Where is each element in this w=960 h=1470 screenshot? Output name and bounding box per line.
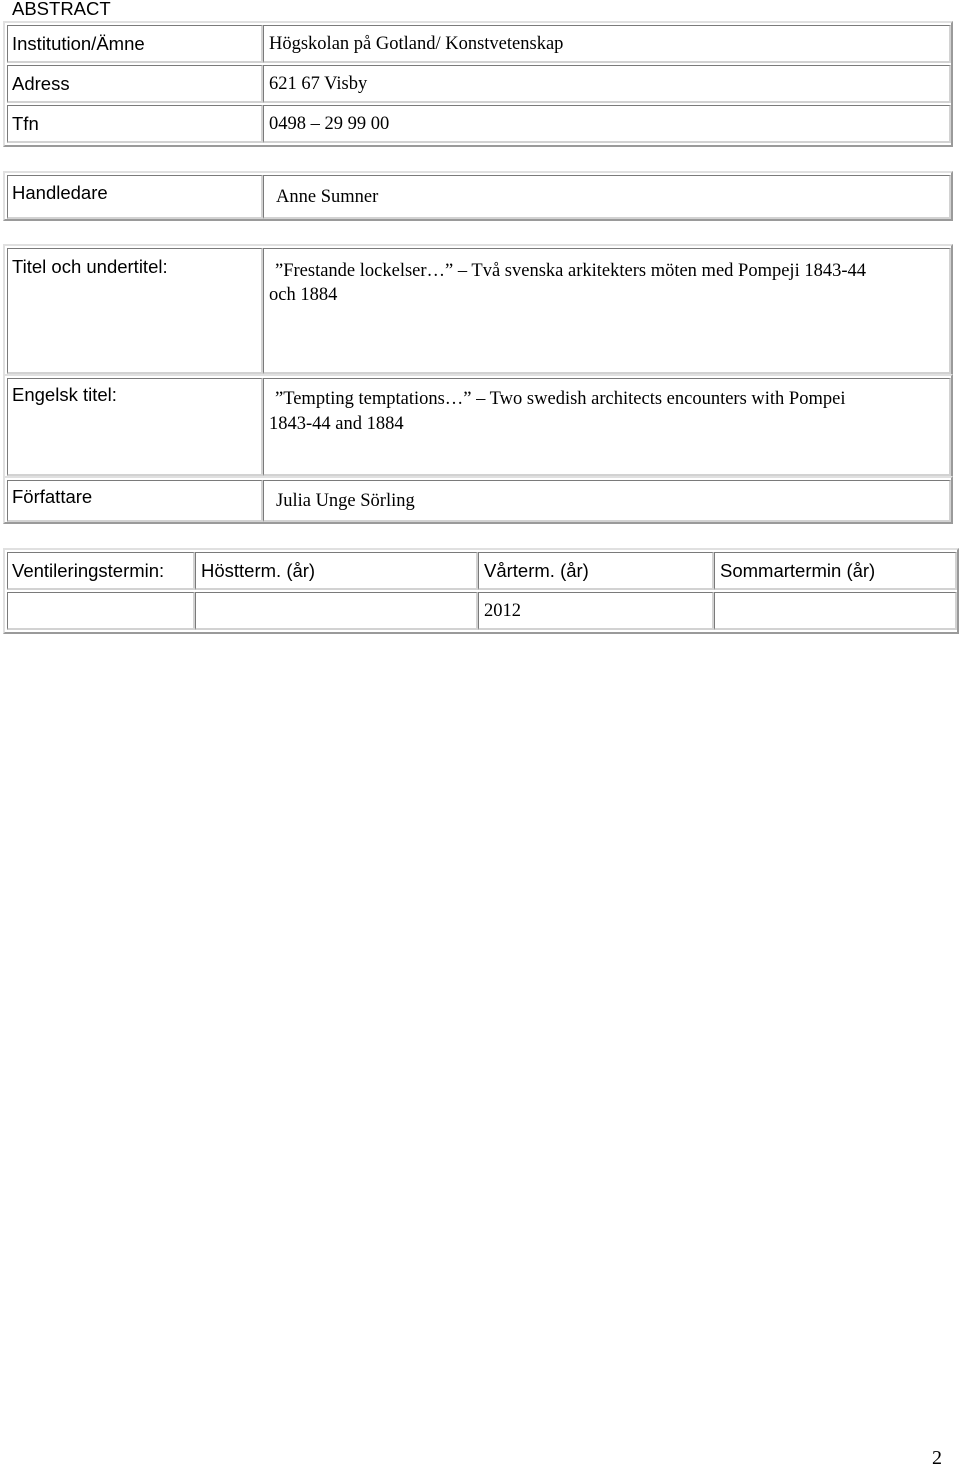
phone-label: Tfn <box>12 113 39 134</box>
page-number: 2 <box>932 1447 942 1469</box>
autumn-value-cell <box>195 592 478 630</box>
supervisor-label: Handledare <box>12 182 108 203</box>
title-label: Titel och undertitel: <box>12 256 168 277</box>
address-label: Adress <box>12 73 70 94</box>
author-label: Författare <box>12 486 93 507</box>
title-line2: och 1884 <box>269 285 338 305</box>
institution-label: Institution/Ämne <box>12 33 145 54</box>
title-line1: ”Frestande lockelser…” – Två svenska arkitekters möten med Pompeji 1843-44 <box>275 261 866 281</box>
institution-value: Högskolan på Gotland/ Konstvetenskap <box>269 34 564 54</box>
english-title-line2: 1843-44 and 1884 <box>269 414 404 434</box>
phone-label-cell <box>7 105 263 143</box>
autumn-term-label: Höstterm. (år) <box>201 560 316 581</box>
supervisor-value: Anne Sumner <box>276 187 379 207</box>
abstract-heading: ABSTRACT <box>12 0 111 19</box>
english-title-label: Engelsk titel: <box>12 384 117 405</box>
english-title-line1: ”Tempting temptations…” – Two swedish architects encounters with Pompei <box>275 389 846 409</box>
supervisor-table <box>3 171 953 221</box>
spring-term-label: Vårterm. (år) <box>484 560 589 581</box>
summer-term-label: Sommartermin (år) <box>720 560 876 581</box>
phone-value: 0498 – 29 99 00 <box>269 114 390 134</box>
author-table <box>3 476 953 524</box>
author-value: Julia Unge Sörling <box>276 491 415 511</box>
spring-term-value: 2012 <box>484 601 521 621</box>
term-label: Ventileringstermin: <box>12 560 165 581</box>
term-empty-cell <box>7 592 195 630</box>
summer-value-cell <box>714 592 957 630</box>
address-value: 621 67 Visby <box>269 74 368 94</box>
